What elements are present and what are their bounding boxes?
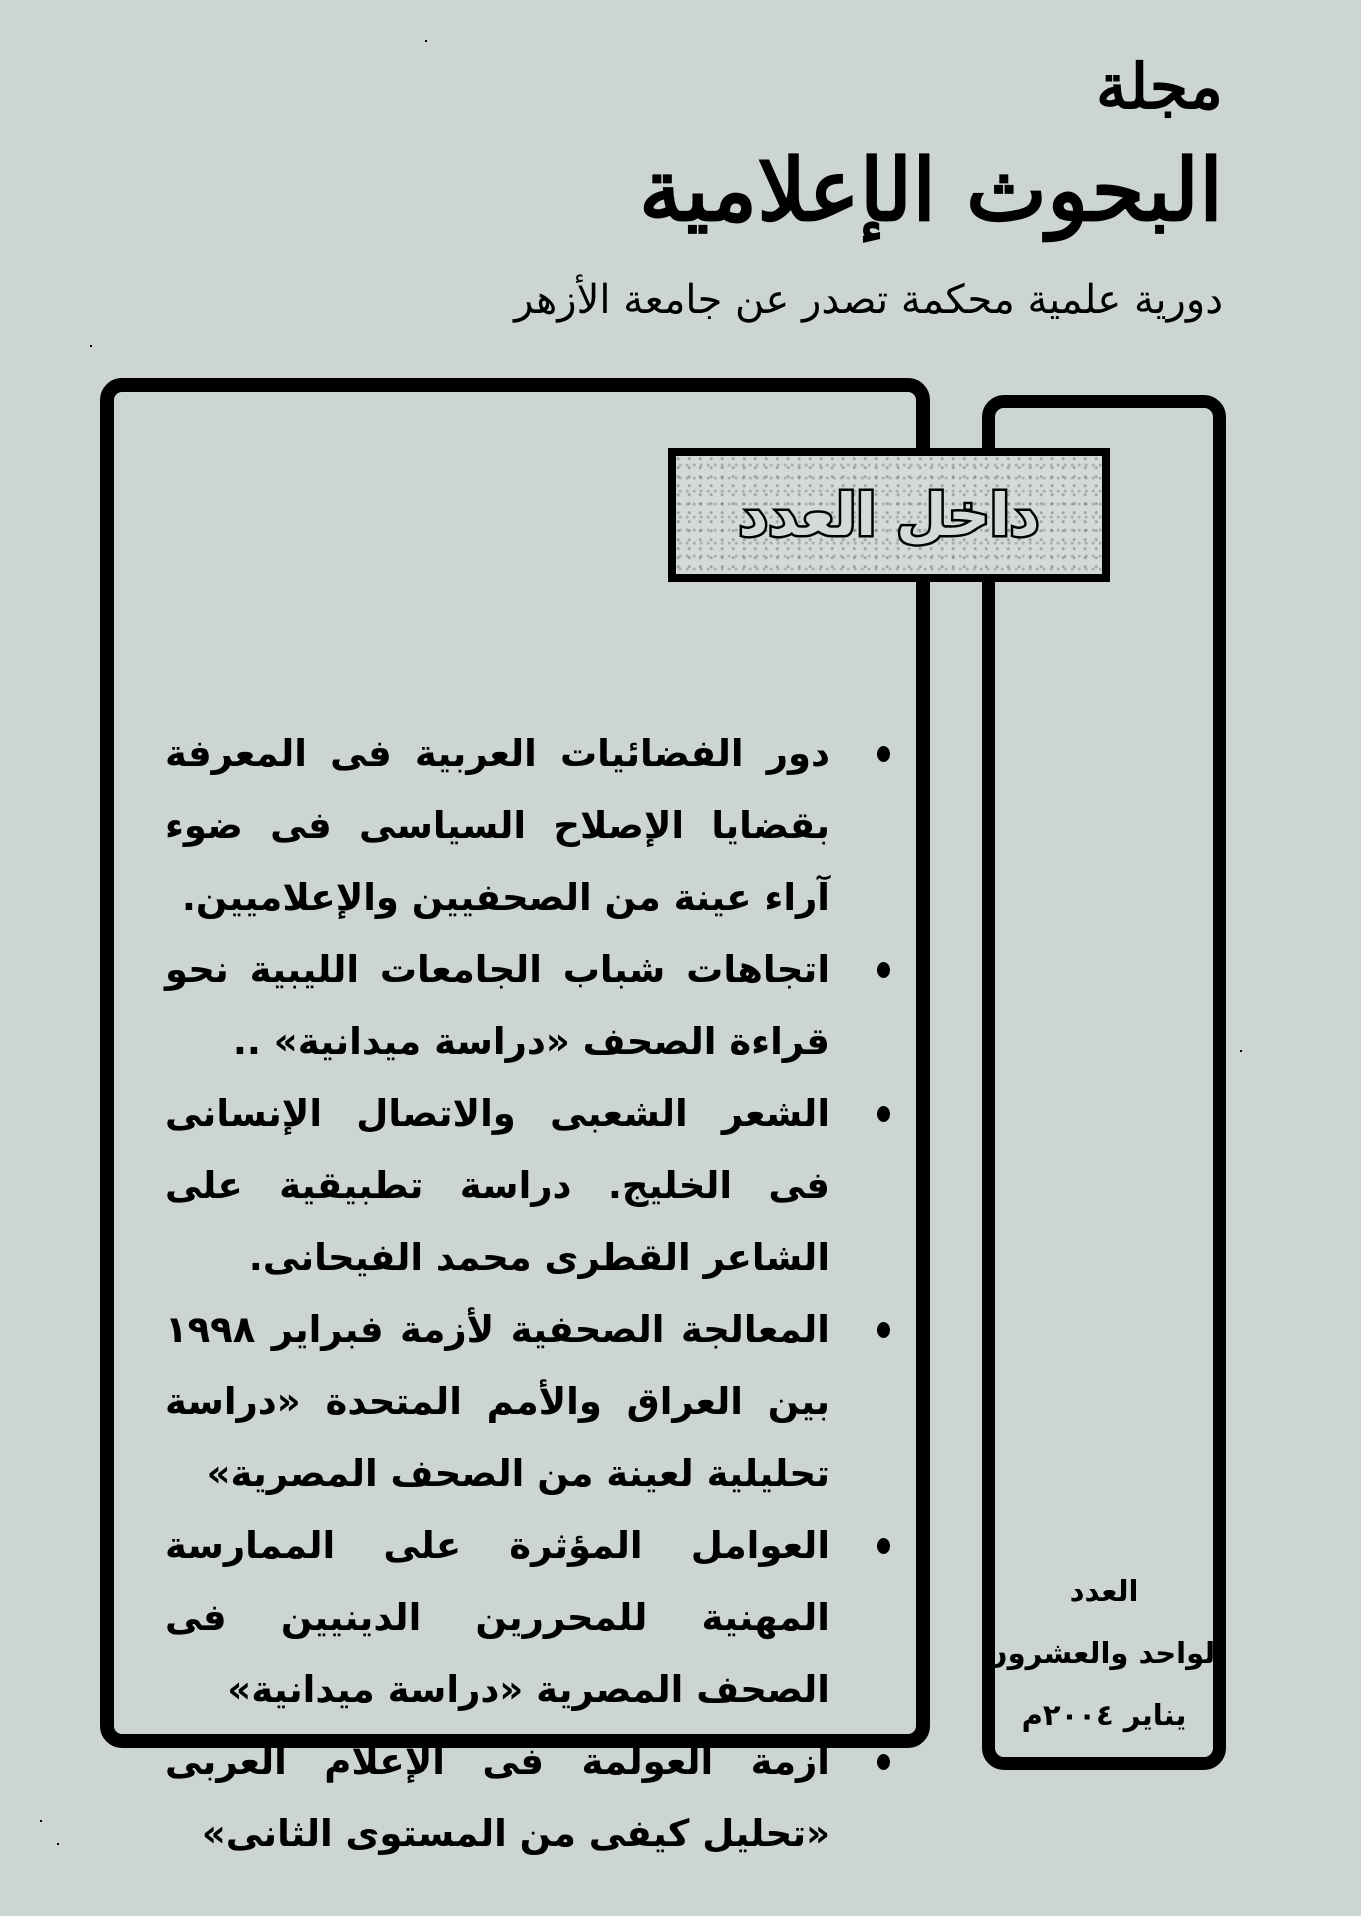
issue-number: الواحد والعشرون [982, 1636, 1226, 1670]
bullet-icon [877, 1754, 890, 1770]
scan-speck [40, 1820, 42, 1822]
article-title: العوامل المؤثرة على الممارسة المهنية للمحررين الدينيين فى الصحف المصرية «دراسة ميدانية» [165, 1524, 830, 1711]
journal-label: مجلة [1096, 50, 1223, 123]
in-this-issue-heading: داخل العدد [738, 481, 1040, 549]
in-this-issue-banner [668, 448, 1110, 582]
article-list [165, 718, 890, 1870]
scan-speck [57, 1843, 59, 1845]
article-title: اتجاهات شباب الجامعات الليبية نحو قراءة الصحف «دراسة ميدانية» .. [165, 948, 830, 1063]
scan-speck [1240, 1050, 1242, 1052]
bullet-icon [877, 746, 890, 762]
scan-speck [425, 40, 427, 42]
journal-subtitle: دورية علمية محكمة تصدر عن جامعة الأزهر [514, 277, 1223, 323]
scan-speck [90, 345, 92, 347]
bullet-icon [877, 962, 890, 978]
article-item [165, 934, 890, 1078]
article-title: دور الفضائيات العربية فى المعرفة بقضايا الإصلاح السياسى فى ضوء آراء عينة من الصحفيين والإعلاميين. [165, 732, 830, 919]
journal-title: البحوث الإعلامية [639, 140, 1223, 241]
article-item [165, 1294, 890, 1510]
article-title: أزمة العولمة فى الإعلام العربى «تحليل كيفى من المستوى الثانى» [165, 1740, 830, 1855]
article-item [165, 1510, 890, 1726]
issue-date: يناير ٢٠٠٤م [1021, 1698, 1187, 1732]
article-title: المعالجة الصحفية لأزمة فبراير ١٩٩٨ بين العراق والأمم المتحدة «دراسة تحليلية لعينة من الصحف المصرية» [165, 1308, 830, 1495]
bullet-icon [877, 1538, 890, 1554]
issue-info [982, 1560, 1226, 1746]
article-item [165, 718, 890, 934]
article-title: الشعر الشعبى والاتصال الإنسانى فى الخليج. دراسة تطبيقية على الشاعر القطرى محمد الفيحانى. [165, 1092, 830, 1279]
bullet-icon [877, 1322, 890, 1338]
article-item [165, 1726, 890, 1870]
article-item [165, 1078, 890, 1294]
issue-label: العدد [1069, 1574, 1139, 1608]
bullet-icon [877, 1106, 890, 1122]
